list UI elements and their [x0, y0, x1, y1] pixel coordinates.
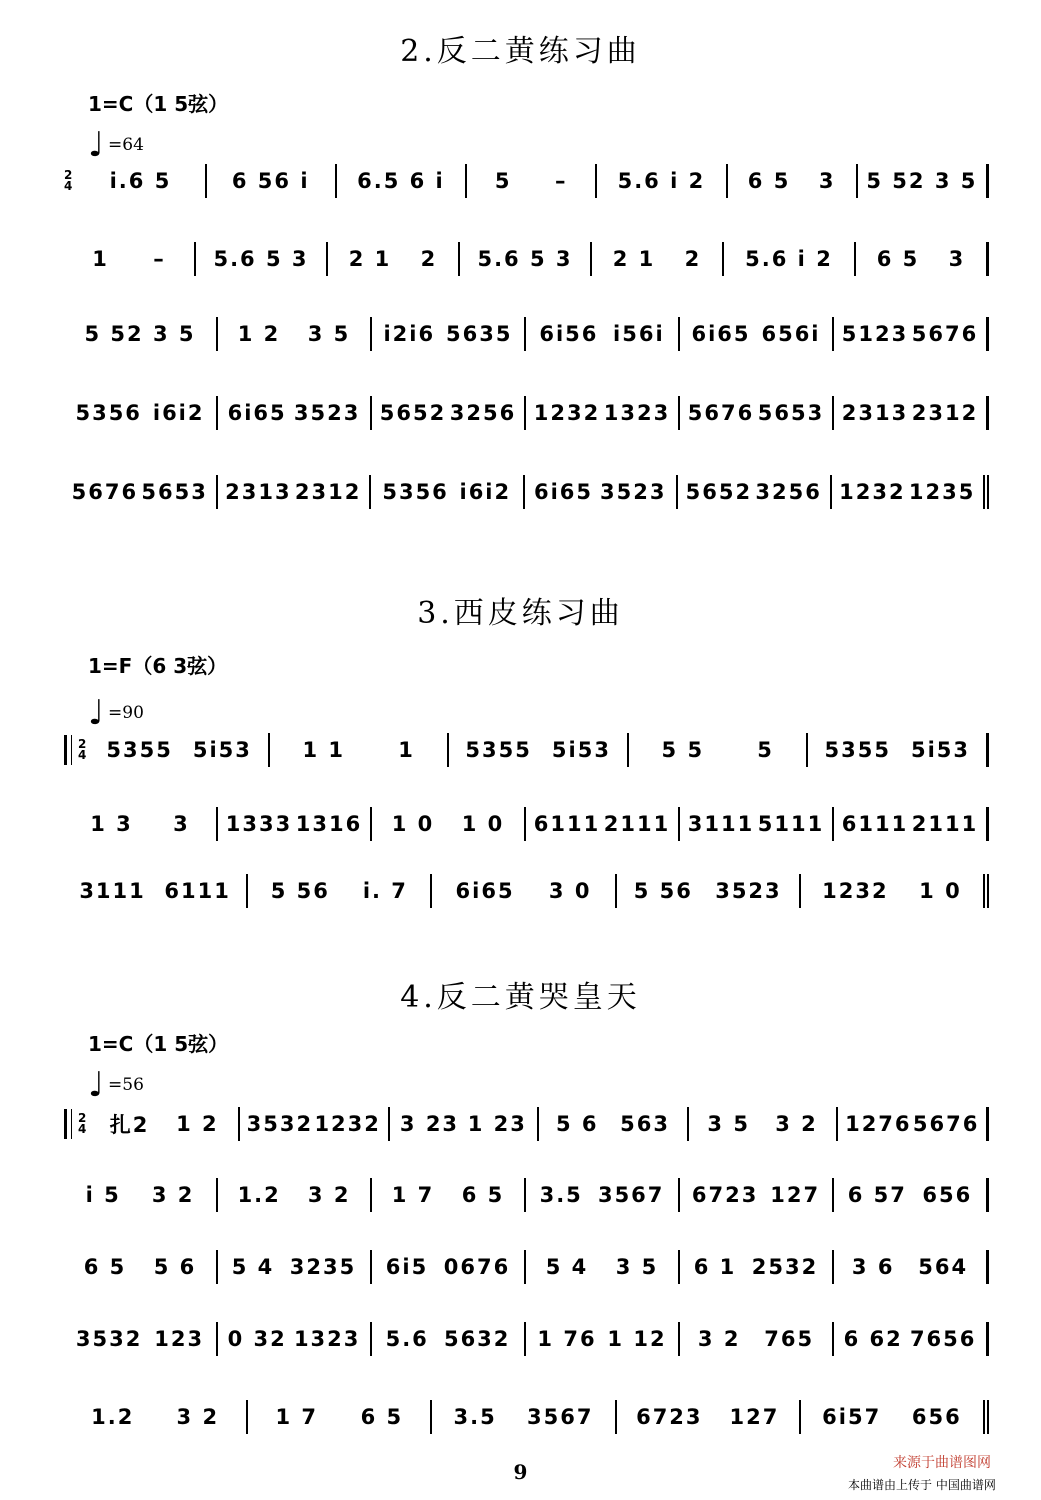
key-signature: 1=C（1 5弦）: [88, 1032, 229, 1056]
beat-notes: 5653: [757, 401, 825, 425]
measure: [526, 1250, 680, 1284]
measure: [680, 396, 834, 430]
beat-notes: 5.6 i 2: [617, 169, 706, 193]
beat-notes: 3523: [600, 480, 667, 504]
beat-notes: 3.5: [453, 1405, 497, 1429]
beat-notes: 1 12: [607, 1327, 667, 1351]
tempo-marking: ♩ =56: [88, 1065, 144, 1105]
beat-notes: 6i56: [539, 322, 599, 346]
beat-notes: 3 0: [548, 879, 592, 903]
beat-notes: 3 2: [176, 1405, 220, 1429]
beat-notes: 3256: [755, 480, 822, 504]
measure: [218, 1178, 372, 1212]
beat-notes: 127: [729, 1405, 780, 1429]
beat-notes: 3256: [449, 401, 517, 425]
beat-notes: 765: [764, 1327, 815, 1351]
measure: [372, 1178, 526, 1212]
measure: [449, 733, 629, 767]
beat-notes: 1.2: [237, 1183, 281, 1207]
beat-notes: 6 62: [843, 1327, 903, 1351]
score-line: [64, 1400, 989, 1434]
score-line: [64, 1322, 989, 1356]
beat-notes: 3532: [246, 1112, 314, 1136]
beat-notes: 6 5: [83, 1255, 127, 1279]
footer-note: 本曲谱由上传于 中国曲谱网: [848, 1478, 996, 1492]
measure: [832, 475, 990, 509]
measure: [801, 1400, 989, 1434]
beat-notes: 6i65: [227, 401, 287, 425]
beat-notes: 6i5: [385, 1255, 429, 1279]
measure: [218, 475, 372, 509]
measure: [90, 733, 270, 767]
measure: [526, 807, 680, 841]
beat-notes: i6i2: [152, 401, 205, 425]
beat-notes: 5 56: [633, 879, 693, 903]
time-signature: 2 4: [78, 1111, 87, 1136]
beat-notes: 2312: [294, 480, 362, 504]
beat-notes: 6 56 i: [231, 169, 310, 193]
measure: [64, 396, 218, 430]
measure: [525, 475, 679, 509]
beat-notes: 3523: [715, 879, 782, 903]
measure: [64, 1250, 218, 1284]
measure: [834, 1178, 989, 1212]
measure: [64, 874, 248, 908]
measure: [834, 396, 989, 430]
time-signature: 2 4: [78, 737, 87, 762]
measure: [460, 242, 592, 276]
beat-notes: 3111: [687, 812, 755, 836]
beat-notes: 6111: [533, 812, 601, 836]
measure: [856, 242, 989, 276]
score-line: [64, 733, 989, 767]
measure: [390, 1107, 540, 1141]
measure: [337, 164, 467, 198]
beat-notes: 564: [918, 1255, 969, 1279]
measure: [432, 1400, 616, 1434]
beat-notes: 1 2: [237, 322, 281, 346]
measure: [218, 1322, 372, 1356]
score-line: [64, 317, 989, 351]
beat-notes: 5i53: [910, 738, 970, 762]
measure: [526, 396, 680, 430]
piece-title: 4.反二黄哭皇天: [400, 980, 641, 1015]
beat-notes: 1276: [845, 1112, 912, 1136]
quarter-note-icon: ♩: [88, 125, 105, 165]
score-line: [64, 242, 989, 276]
measure: [64, 1400, 248, 1434]
beat-notes: 5356: [382, 480, 449, 504]
measure: [617, 874, 801, 908]
beat-notes: 3: [948, 247, 966, 271]
beat-notes: 6 5: [747, 169, 791, 193]
score-line: [64, 164, 989, 198]
beat-notes: –: [555, 169, 568, 193]
beat-notes: 1: [398, 738, 415, 762]
beat-notes: 6111: [164, 879, 231, 903]
measure: [64, 475, 218, 509]
beat-notes: 1232: [533, 401, 601, 425]
beat-notes: 3 5: [307, 322, 351, 346]
beat-notes: 1232: [314, 1112, 381, 1136]
beat-notes: 5632: [443, 1327, 511, 1351]
beat-notes: 6i65: [455, 879, 515, 903]
watermark: 来源于曲谱图网: [893, 1455, 991, 1471]
measure: [432, 874, 616, 908]
beat-notes: 1 0: [919, 879, 962, 903]
measure: [372, 396, 526, 430]
beat-notes: 5: [757, 738, 774, 762]
beat-notes: 3: [818, 169, 836, 193]
measure: [834, 317, 989, 351]
beat-notes: 1 23: [467, 1112, 527, 1136]
beat-notes: 3523: [293, 401, 361, 425]
beat-notes: 3 2: [697, 1327, 741, 1351]
beat-notes: 1 0: [461, 812, 505, 836]
measure: [64, 1322, 218, 1356]
beat-notes: 1 1: [302, 738, 346, 762]
measure: [680, 317, 834, 351]
quarter-note-icon: ♩: [88, 693, 105, 733]
measure: [680, 1178, 834, 1212]
measure: [678, 475, 832, 509]
score-line: [64, 396, 989, 430]
measure: [467, 164, 597, 198]
beat-notes: 656i: [761, 322, 821, 346]
beat-notes: i. 7: [362, 879, 408, 903]
beat-notes: 1 3: [90, 812, 133, 836]
tempo-marking: ♩ =64: [88, 125, 144, 165]
beat-notes: 3 2: [151, 1183, 195, 1207]
measure: [617, 1400, 801, 1434]
beat-notes: 6111: [841, 812, 909, 836]
measure: [76, 164, 206, 198]
quarter-note-icon: ♩: [88, 1065, 105, 1105]
beat-notes: 5355: [465, 738, 532, 762]
beat-notes: 1235: [908, 480, 976, 504]
beat-notes: 5 4: [231, 1255, 275, 1279]
measure: [808, 733, 989, 767]
beat-notes: 2532: [751, 1255, 819, 1279]
beat-notes: 1323: [293, 1327, 361, 1351]
measure: [371, 475, 525, 509]
measure: [801, 874, 989, 908]
measure: [196, 242, 328, 276]
score-line: [64, 1250, 989, 1284]
beat-notes: 2111: [603, 812, 671, 836]
beat-notes: 6.5 6 i: [357, 169, 445, 193]
measure: [90, 1107, 240, 1141]
measure: [680, 1250, 834, 1284]
measure: [248, 874, 432, 908]
beat-notes: 2312: [911, 401, 979, 425]
beat-notes: 3567: [527, 1405, 594, 1429]
key-signature: 1=C（1 5弦）: [88, 92, 229, 116]
score-line: [64, 1178, 989, 1212]
beat-notes: 5355: [824, 738, 891, 762]
measure: [689, 1107, 839, 1141]
measure: [834, 1322, 989, 1356]
beat-notes: 5355: [106, 738, 173, 762]
beat-notes: 3 2: [307, 1183, 351, 1207]
beat-notes: 5 4: [545, 1255, 589, 1279]
measure: [64, 1178, 218, 1212]
beat-notes: 5653: [141, 480, 208, 504]
measure: [526, 1322, 680, 1356]
beat-notes: 127: [770, 1183, 821, 1207]
beat-notes: 5676: [687, 401, 755, 425]
beat-notes: 5.6: [385, 1327, 429, 1351]
measure: [372, 1322, 526, 1356]
score-line: [64, 475, 989, 509]
beat-notes: 3: [173, 812, 190, 836]
time-signature: 2 4: [64, 168, 73, 193]
beat-notes: 1 2: [176, 1112, 219, 1136]
beat-notes: 6i57: [822, 1405, 882, 1429]
beat-notes: 6i65: [534, 480, 594, 504]
beat-notes: 1323: [603, 401, 671, 425]
measure: [218, 807, 372, 841]
beat-notes: 5356: [75, 401, 142, 425]
beat-notes: 6 1: [693, 1255, 737, 1279]
beat-notes: –: [153, 247, 166, 271]
beat-notes: 0676: [443, 1255, 511, 1279]
beat-notes: 5676: [912, 1112, 980, 1136]
measure: [858, 164, 989, 198]
beat-notes: 6723: [691, 1183, 759, 1207]
measure: [218, 1250, 372, 1284]
beat-notes: 5 6: [153, 1255, 197, 1279]
beat-notes: 5111: [757, 812, 825, 836]
beat-notes: 6 5: [461, 1183, 505, 1207]
beat-notes: 1: [92, 247, 109, 271]
beat-notes: 3 6: [851, 1255, 895, 1279]
beat-notes: 6723: [636, 1405, 703, 1429]
beat-notes: 3567: [597, 1183, 665, 1207]
measure: [64, 317, 218, 351]
beat-notes: 扎2: [109, 1113, 150, 1137]
score-line: [64, 807, 989, 841]
measure: [539, 1107, 689, 1141]
beat-notes: 1 7: [275, 1405, 319, 1429]
measure: [240, 1107, 390, 1141]
beat-notes: 7656: [909, 1327, 977, 1351]
measure: [597, 164, 727, 198]
measure: [207, 164, 337, 198]
measure: [372, 317, 526, 351]
measure: [270, 733, 450, 767]
beat-notes: 1316: [295, 812, 363, 836]
beat-notes: 3 2: [775, 1112, 818, 1136]
measure: [834, 1250, 989, 1284]
measure: [64, 242, 196, 276]
beat-notes: i 5: [85, 1183, 121, 1207]
beat-notes: 5652: [379, 401, 447, 425]
measure: [629, 733, 809, 767]
beat-notes: 5i53: [551, 738, 611, 762]
beat-notes: 3.5: [539, 1183, 583, 1207]
beat-notes: 2 1: [612, 247, 656, 271]
beat-notes: 1232: [822, 879, 889, 903]
measure: [218, 396, 372, 430]
beat-notes: 2313: [841, 401, 909, 425]
beat-notes: 6 57: [847, 1183, 907, 1207]
piece-title: 2.反二黄练习曲: [400, 34, 641, 69]
beat-notes: 5.6 5 3: [213, 247, 309, 271]
beat-notes: 5 52 3 5: [866, 169, 978, 193]
beat-notes: 1232: [839, 480, 906, 504]
beat-notes: 3235: [289, 1255, 357, 1279]
beat-notes: 6i65: [691, 322, 751, 346]
beat-notes: 5i53: [192, 738, 252, 762]
measure: [526, 317, 680, 351]
beat-notes: 1 0: [391, 812, 435, 836]
beat-notes: 5635: [446, 322, 513, 346]
beat-notes: 3532: [75, 1327, 143, 1351]
page-number: 9: [513, 1460, 528, 1484]
measure: [248, 1400, 432, 1434]
beat-notes: 2111: [911, 812, 979, 836]
measure: [372, 1250, 526, 1284]
beat-notes: 1 7: [391, 1183, 435, 1207]
beat-notes: 5 52 3 5: [84, 322, 196, 346]
beat-notes: i6i2: [459, 480, 512, 504]
key-signature: 1=F（6 3弦）: [88, 654, 228, 678]
beat-notes: 5.6 5 3: [477, 247, 573, 271]
measure: [728, 164, 858, 198]
beat-notes: 1.2: [91, 1405, 135, 1429]
measure: [218, 317, 372, 351]
beat-notes: 5676: [911, 322, 979, 346]
beat-notes: 5: [494, 169, 512, 193]
measure: [724, 242, 856, 276]
measure: [834, 807, 989, 841]
beat-notes: 5 5: [661, 738, 705, 762]
beat-notes: i2i6: [383, 322, 436, 346]
measure: [526, 1178, 680, 1212]
beat-notes: 6 5: [876, 247, 920, 271]
beat-notes: 5 6: [555, 1112, 599, 1136]
piece-title: 3.西皮练习曲: [417, 596, 624, 631]
beat-notes: i.6 5: [109, 169, 172, 193]
measure: [838, 1107, 989, 1141]
beat-notes: 1333: [225, 812, 293, 836]
measure: [680, 1322, 834, 1356]
beat-notes: 563: [620, 1112, 670, 1136]
measure: [372, 807, 526, 841]
beat-notes: 2: [684, 247, 702, 271]
score-line: [64, 874, 989, 908]
measure: [64, 807, 218, 841]
beat-notes: i56i: [613, 322, 665, 346]
beat-notes: 2 1: [348, 247, 392, 271]
beat-notes: 3111: [79, 879, 146, 903]
beat-notes: 3 5: [615, 1255, 659, 1279]
beat-notes: 5676: [71, 480, 139, 504]
beat-notes: 0 32: [227, 1327, 287, 1351]
measure: [328, 242, 460, 276]
measure: [680, 807, 834, 841]
beat-notes: 3 5: [707, 1112, 750, 1136]
beat-notes: 5.6 i 2: [745, 247, 833, 271]
beat-notes: 5652: [685, 480, 753, 504]
score-line: [64, 1107, 989, 1141]
beat-notes: 656: [911, 1405, 962, 1429]
beat-notes: 656: [922, 1183, 973, 1207]
beat-notes: 5 56: [270, 879, 330, 903]
beat-notes: 5123: [841, 322, 909, 346]
tempo-marking: ♩ =90: [88, 693, 144, 733]
beat-notes: 3 23: [399, 1112, 460, 1136]
beat-notes: 123: [154, 1327, 205, 1351]
beat-notes: 6 5: [360, 1405, 404, 1429]
beat-notes: 2: [420, 247, 438, 271]
measure: [592, 242, 724, 276]
beat-notes: 2313: [225, 480, 292, 504]
beat-notes: 1 76: [537, 1327, 597, 1351]
